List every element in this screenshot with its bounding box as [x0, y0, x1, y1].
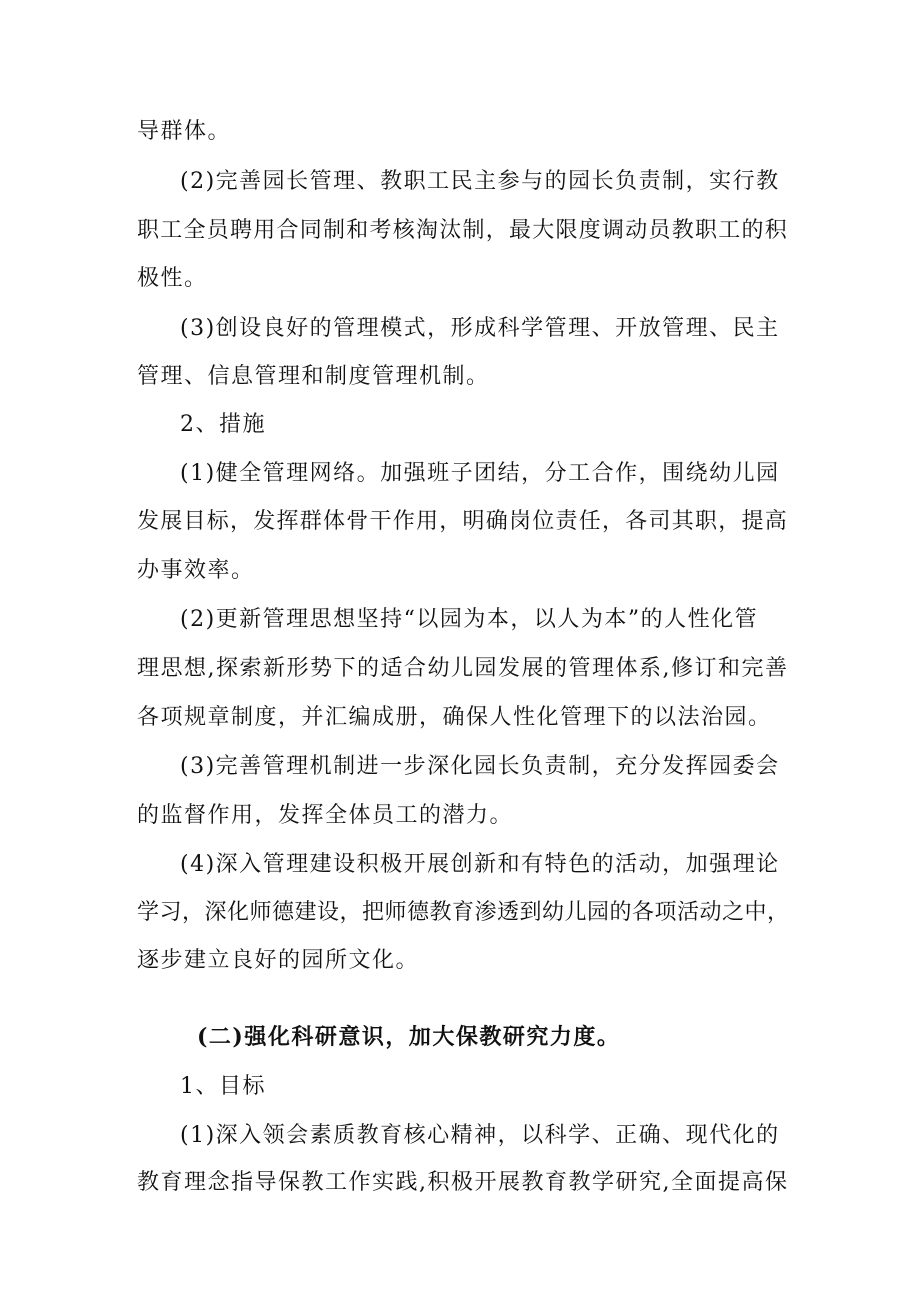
- paragraph-line: 职工全员聘用合同制和考核淘汰制，最大限度调动员教职工的积: [137, 218, 789, 243]
- paragraph-line: (2)更新管理思想坚持“以园为本，以人为本”的人性化管: [180, 607, 759, 632]
- paragraph-line: 发展目标，发挥群体骨干作用，明确岗位责任，各司其职，提高: [137, 509, 789, 534]
- paragraph-line: 理思想,探索新形势下的适合幼儿园发展的管理体系,修订和完善: [137, 656, 789, 681]
- paragraph-line: 的监督作用，发挥全体员工的潜力。: [137, 803, 514, 828]
- paragraph-line: 管理、信息管理和制度管理机制。: [137, 364, 490, 389]
- paragraph-line: (2)完善园长管理、教职工民主参与的园长负责制，实行教: [180, 169, 780, 194]
- paragraph-line: 极性。: [137, 266, 208, 291]
- paragraph-line: (4)深入管理建设积极开展创新和有特色的活动，加强理论: [180, 852, 780, 877]
- paragraph-line: (1)健全管理网络。加强班子团结，分工合作，围绕幼儿园: [180, 461, 780, 486]
- paragraph-line: (3)创设良好的管理模式，形成科学管理、开放管理、民主: [180, 316, 780, 341]
- paragraph-line: 各项规章制度，并汇编成册，确保人性化管理下的以法治园。: [137, 705, 772, 730]
- paragraph-line: 办事效率。: [137, 558, 255, 583]
- paragraph-line: (1)深入领会素质教育核心精神，以科学、正确、现代化的: [180, 1123, 780, 1148]
- paragraph-line: (3)完善管理机制进一步深化园长负责制，充分发挥园委会: [180, 754, 780, 779]
- paragraph-line: 导群体。: [137, 119, 232, 144]
- section-heading-bold: (二)强化科研意识，加大保教研究力度。: [197, 1024, 621, 1050]
- section-heading: 1、目标: [180, 1074, 266, 1099]
- section-heading: 2、措施: [180, 412, 266, 437]
- paragraph-line: 教育理念指导保教工作实践,积极开展教育教学研究,全面提高保: [137, 1170, 789, 1195]
- paragraph-line: 学习，深化师德建设，把师德教育渗透到幼儿园的各项活动之中，: [137, 900, 790, 925]
- paragraph-line: 逐步建立良好的园所文化。: [137, 948, 420, 973]
